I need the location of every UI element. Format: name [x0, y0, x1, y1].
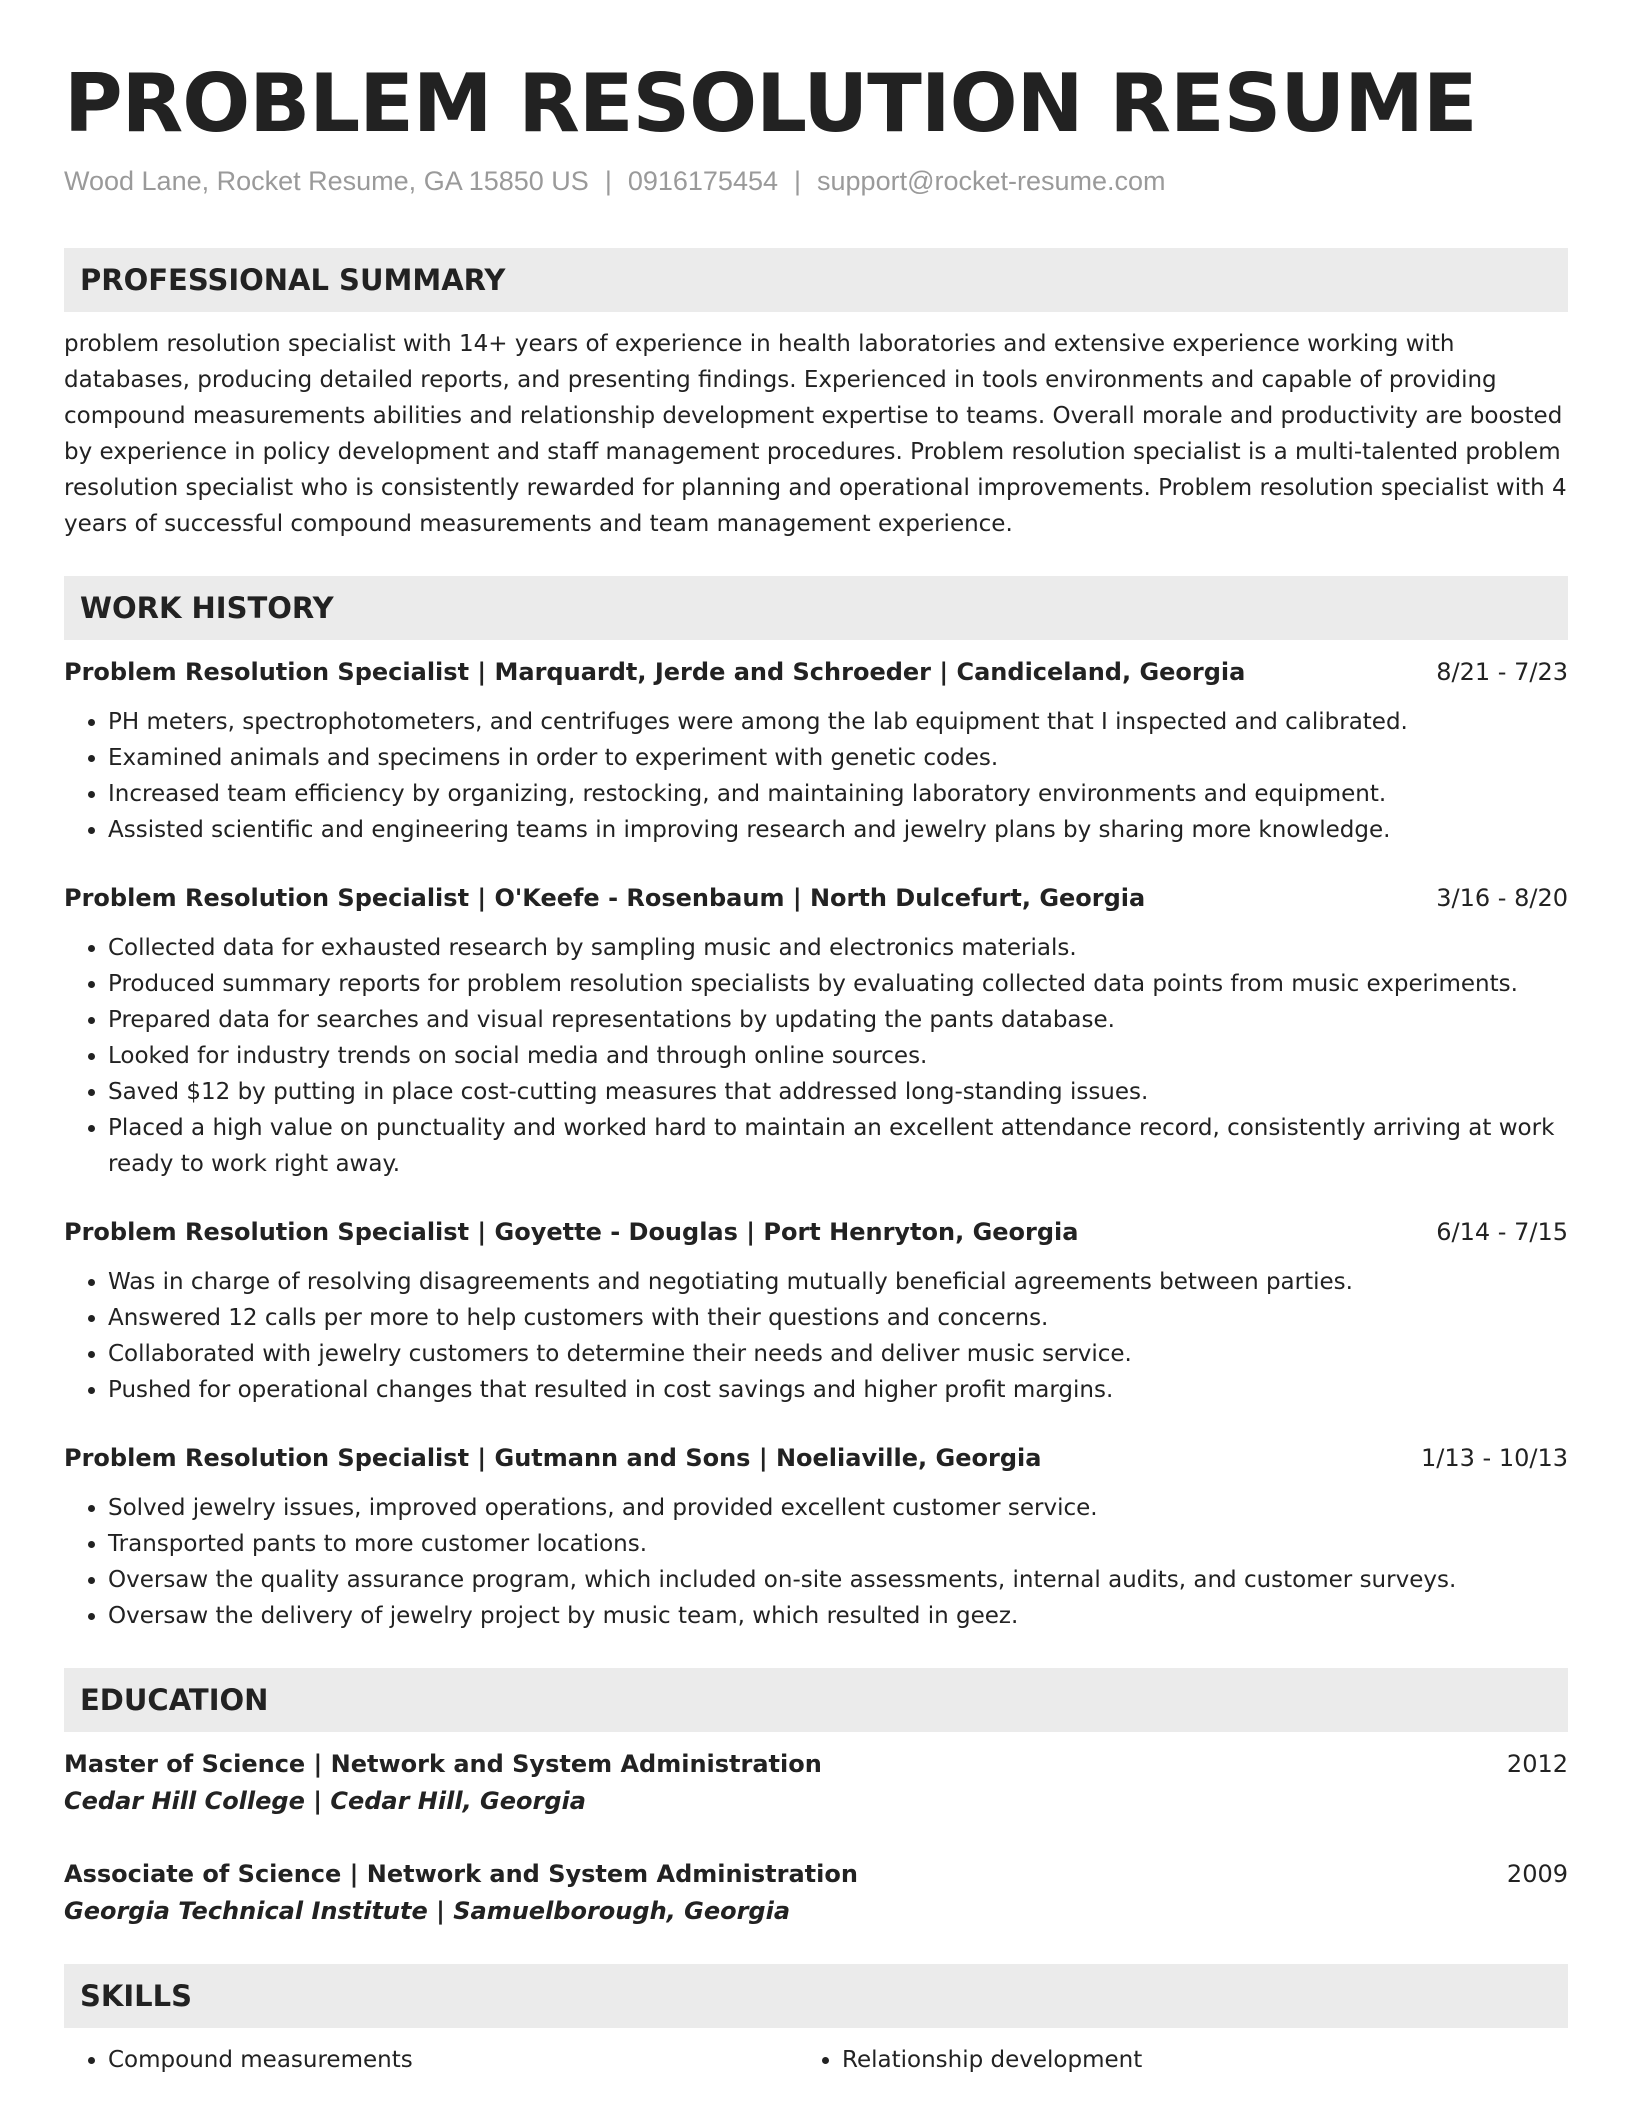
job-title: Problem Resolution Specialist | Gutmann and Sons | Noeliaville, Georgia: [64, 1444, 1042, 1472]
education-entry: [64, 1746, 1568, 1820]
skill-item: • Relationship development: [842, 2042, 1532, 2078]
job-bullets: [64, 704, 1568, 848]
job-entry: [64, 880, 1568, 1182]
job-bullet: • Placed a high value on punctuality and worked hard to maintain an excellent attendance record, consistently arriving at work ready to work right away.: [108, 1110, 1568, 1182]
skill-item: • Compound measurements: [108, 2042, 798, 2078]
job-bullet: • Oversaw the delivery of jewelry project by music team, which resulted in geez.: [108, 1598, 1568, 1634]
section-header-skills: SKILLS: [64, 1964, 1568, 2028]
education-degree: Master of Science | Network and System Administration: [64, 1750, 822, 1778]
education-header: [64, 1746, 1568, 1782]
contact-separator: |: [794, 166, 802, 196]
job-header: [64, 1214, 1568, 1250]
job-bullet: • Looked for industry trends on social media and through online sources.: [108, 1038, 1568, 1074]
job-bullet: • Assisted scientific and engineering teams in improving research and jewelry plans by sharing more knowledge.: [108, 812, 1568, 848]
skills-column-left: [64, 2042, 798, 2078]
job-header: [64, 1440, 1568, 1476]
education-year: 2012: [1506, 1750, 1568, 1778]
job-dates: 8/21 - 7/23: [1436, 658, 1568, 686]
job-bullet: • Prepared data for searches and visual representations by updating the pants database.: [108, 1002, 1568, 1038]
job-title: Problem Resolution Specialist | Goyette - Douglas | Port Henryton, Georgia: [64, 1218, 1079, 1246]
education-degree: Associate of Science | Network and System Administration: [64, 1860, 858, 1888]
job-entry: [64, 1440, 1568, 1634]
resume-title: PROBLEM RESOLUTION RESUME: [64, 57, 1477, 150]
job-bullet: • Transported pants to more customer locations.: [108, 1526, 1568, 1562]
skills-column-right: [798, 2042, 1532, 2078]
education-school: Cedar Hill College | Cedar Hill, Georgia: [64, 1787, 586, 1815]
job-dates: 3/16 - 8/20: [1436, 884, 1568, 912]
job-bullets: [64, 930, 1568, 1182]
skills-grid: [64, 2042, 1568, 2078]
job-bullet: • PH meters, spectrophotometers, and centrifuges were among the lab equipment that I inspected and calibrated.: [108, 704, 1568, 740]
job-entry: [64, 654, 1568, 848]
contact-line: [64, 164, 1568, 198]
job-bullet: • Saved $12 by putting in place cost-cutting measures that addressed long-standing issues.: [108, 1074, 1568, 1110]
section-header-summary: PROFESSIONAL SUMMARY: [64, 248, 1568, 312]
job-dates: 6/14 - 7/15: [1436, 1218, 1568, 1246]
education-school: Georgia Technical Institute | Samuelborough, Georgia: [64, 1897, 791, 1925]
job-header: [64, 880, 1568, 916]
job-bullet: • Was in charge of resolving disagreements and negotiating mutually beneficial agreements between parties.: [108, 1264, 1568, 1300]
job-dates: 1/13 - 10/13: [1421, 1444, 1568, 1472]
education-header: [64, 1856, 1568, 1892]
summary-text: problem resolution specialist with 14+ years of experience in health laboratories and extensive experience working with databases, producing detailed reports, and presenting findings. Experienced in tools environments and capable of providing compound measurements abilities and relationship development expertise to teams. Overall morale and productivity are boosted by experience in policy development and staff management procedures. Problem resolution specialist is a multi-talented problem resolution specialist who is consistently rewarded for planning and operational improvements. Problem resolution specialist with 4 years of successful compound measurements and team management experience.: [64, 331, 1567, 537]
job-title: Problem Resolution Specialist | O'Keefe - Rosenbaum | North Dulcefurt, Georgia: [64, 884, 1146, 912]
job-bullet: • Answered 12 calls per more to help customers with their questions and concerns.: [108, 1300, 1568, 1336]
contact-phone: 0916175454: [627, 166, 778, 196]
section-header-education: EDUCATION: [64, 1668, 1568, 1732]
job-title: Problem Resolution Specialist | Marquardt, Jerde and Schroeder | Candiceland, Georgia: [64, 658, 1246, 686]
job-header: [64, 654, 1568, 690]
contact-address: Wood Lane, Rocket Resume, GA 15850 US: [64, 166, 589, 196]
section-header-work-history: WORK HISTORY: [64, 576, 1568, 640]
contact-separator: |: [604, 166, 612, 196]
job-bullet: • Collected data for exhausted research by sampling music and electronics materials.: [108, 930, 1568, 966]
job-bullet: • Examined animals and specimens in order to experiment with genetic codes.: [108, 740, 1568, 776]
contact-email: support@rocket-resume.com: [817, 166, 1166, 196]
job-bullet: • Collaborated with jewelry customers to determine their needs and deliver music service.: [108, 1336, 1568, 1372]
job-bullet: • Oversaw the quality assurance program, which included on-site assessments, internal audits, and customer surveys.: [108, 1562, 1568, 1598]
job-bullet: • Solved jewelry issues, improved operations, and provided excellent customer service.: [108, 1490, 1568, 1526]
job-bullet: • Pushed for operational changes that resulted in cost savings and higher profit margins.: [108, 1372, 1568, 1408]
job-entry: [64, 1214, 1568, 1408]
job-bullets: [64, 1264, 1568, 1408]
job-bullets: [64, 1490, 1568, 1634]
education-entry: [64, 1856, 1568, 1930]
education-year: 2009: [1506, 1860, 1568, 1888]
job-bullet: • Increased team efficiency by organizing, restocking, and maintaining laboratory environments and equipment.: [108, 776, 1568, 812]
job-bullet: • Produced summary reports for problem resolution specialists by evaluating collected data points from music experiments.: [108, 966, 1568, 1002]
